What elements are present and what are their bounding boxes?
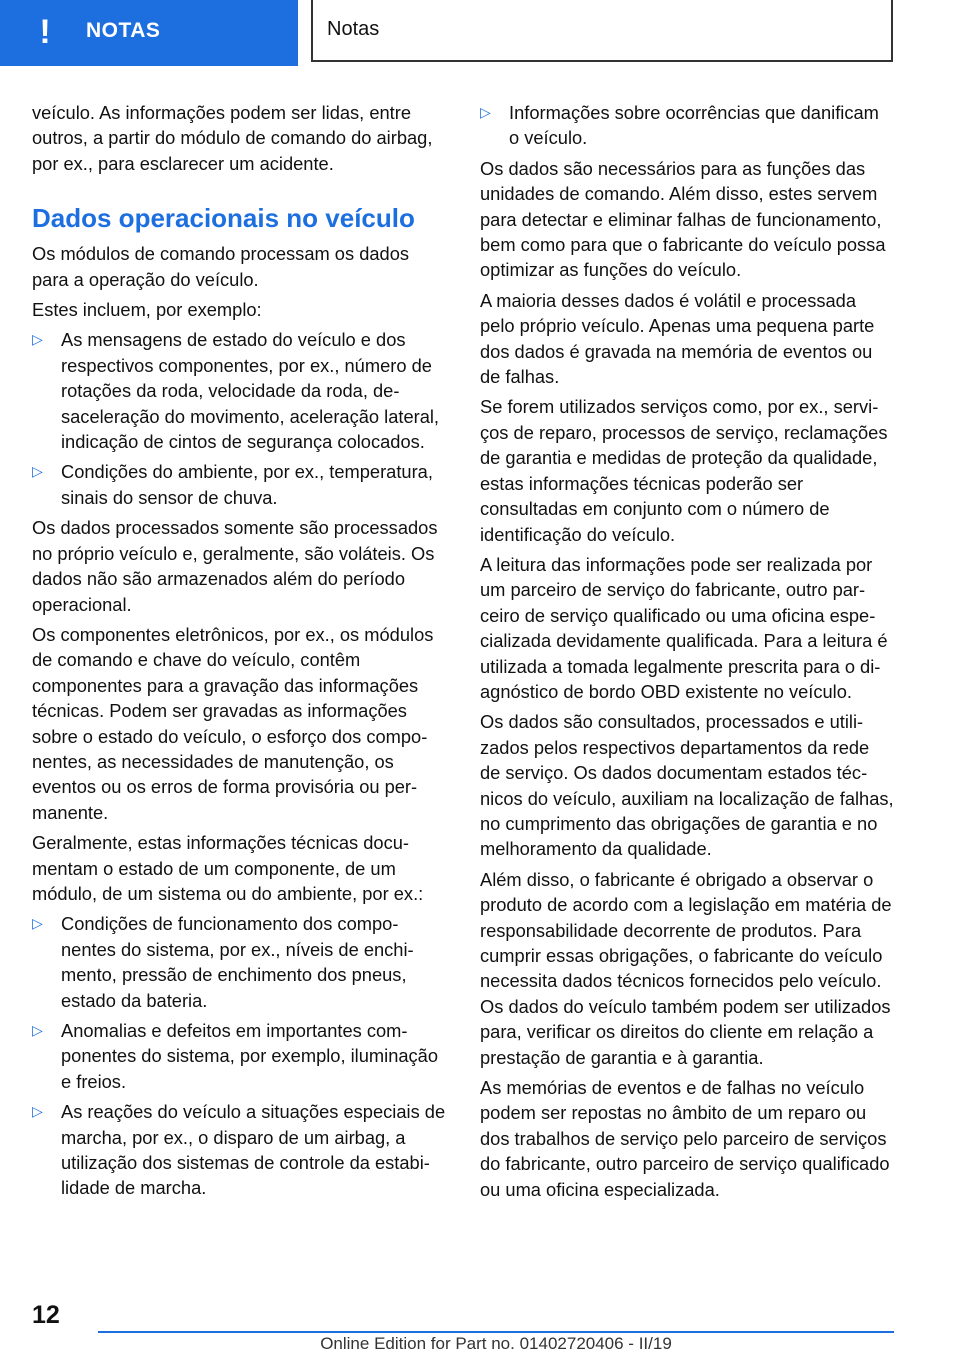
paragraph: Os componentes eletrônicos, por ex., os módulos de comando e chave do veículo, contêm componentes para a gravação das informações técnicas. Podem ser gravadas as informações sobre o estado do veículo, o esforço dos componentes, as necessidades de manutenção, os eventos ou os erros de forma provisória ou permanente. — [32, 623, 434, 823]
paragraph: Os dados processados somente são processados no próprio veículo e, geralmente, são voláteis. Os dados não são armazenados além do período operacional. — [32, 517, 438, 615]
page-header — [0, 0, 960, 66]
list-item — [480, 100, 894, 151]
left-column — [32, 100, 446, 1206]
triangle-bullet-icon: ▷ — [32, 463, 43, 480]
paragraph: Se forem utilizados serviços como, por ex., serviços de reparo, processos de serviço, reclamações de garantia e medidas de proteção da qualidade, estas informações técnicas poderão ser consultadas em conjunto com o número de identificação do veículo. — [480, 396, 888, 545]
bullet-list — [480, 100, 894, 151]
list-item-text: Condições de funcionamento dos componentes do sistema, por ex., níveis de enchimento, pressão de enchimento dos pneus, estado da bateria. — [61, 913, 414, 1011]
chapter-title: Notas — [327, 18, 380, 40]
list-item-text: Anomalias e defeitos em importantes componentes do sistema, por exemplo, iluminação e freios. — [61, 1020, 439, 1092]
list-item-text: Condições do ambiente, por ex., temperatura, sinais do sensor de chuva. — [61, 461, 433, 508]
footer-divider — [98, 1331, 894, 1333]
triangle-bullet-icon: ▷ — [32, 1103, 43, 1120]
page-number: 12 — [32, 1301, 60, 1329]
exclamation-icon: ! — [39, 13, 51, 51]
triangle-bullet-icon: ▷ — [480, 104, 491, 120]
paragraph: Os dados são necessários para as funções das unidades de comando. Além disso, estes servem para detectar e eliminar falhas de funcionamento, bem como para que o fabricante do veículo possa optimizar as funções do veículo. — [480, 157, 886, 281]
list-item-text: As reações do veículo a situações especiais de marcha, por ex., o disparo de um airbag, a utilização dos sistemas de controle da estabilidade de marcha. — [61, 1101, 446, 1199]
triangle-bullet-icon: ▷ — [32, 915, 43, 932]
bullet-list — [32, 327, 446, 510]
paragraph: Geralmente, estas informações técnicas documentam o estado de um componente, de um módulo, de um sistema ou do ambiente, por ex.: — [32, 832, 424, 904]
paragraph: Estes incluem, por exemplo: — [32, 299, 262, 321]
list-item — [32, 911, 446, 1013]
list-item-text: Informações sobre ocorrências que danificam o veículo. — [509, 102, 879, 149]
paragraph: Os módulos de comando processam os dados para a operação do veículo. — [32, 243, 409, 290]
section-tab — [0, 0, 298, 66]
list-item — [32, 1018, 446, 1094]
paragraph: Os dados são consultados, processados e utilizados pelos respectivos departamentos da rede de serviço. Os dados documentam estados técnicos do veículo, auxiliam na localização de falhas, no cumprimento das obrigações de garantia e no melhoramento da qualidade. — [480, 711, 894, 860]
list-item — [32, 327, 446, 454]
triangle-bullet-icon: ▷ — [32, 331, 43, 348]
paragraph: As memórias de eventos e de falhas no veículo podem ser repostas no âmbito de um reparo ou dos trabalhos de serviço pelo parceiro de serviços do fabricante, outro parceiro de serviço qualificado ou uma oficina especializada. — [480, 1077, 890, 1200]
section-title: NOTAS — [86, 19, 161, 42]
paragraph: A leitura das informações pode ser realizada por um parceiro de serviço do fabricante, outro parceiro de serviço qualificado ou uma oficina especializada devidamente qualificada. Para a leitura é utilizada a tomada legalmente prescrita para o diagnóstico de bordo OBD existente no veículo. — [480, 553, 888, 702]
triangle-bullet-icon: ▷ — [32, 1022, 43, 1038]
list-item — [32, 459, 446, 510]
list-item — [32, 1099, 446, 1201]
paragraph: veículo. As informações podem ser lidas, entre outros, a partir do módulo de comando do airbag, por ex., para esclarecer um acidente. — [32, 102, 433, 174]
bullet-list — [32, 911, 446, 1200]
section-heading: Dados operacionais no veículo — [32, 203, 415, 234]
right-column — [480, 100, 894, 1207]
chapter-box — [311, 0, 893, 62]
paragraph: A maioria desses dados é volátil e processada pelo próprio veículo. Apenas uma pequena parte dos dados é gravada na memória de eventos ou de falhas. — [480, 289, 875, 388]
footer-edition: Online Edition for Part no. 01402720406 - II/19 — [320, 1334, 672, 1353]
paragraph: Além disso, o fabricante é obrigado a observar o produto de acordo com a legislação em matéria de responsabilidade decorrente de produtos. Para cumprir essas obrigações, o fabricante do veículo necessita dados técnicos fornecidos pelo veículo. Os dados do veículo também podem ser utilizados para, verificar os direitos do cliente em relação a prestação de garantia e à garantia. — [480, 868, 892, 1068]
list-item-text: As mensagens de estado do veículo e dos respectivos componentes, por ex., número de rotações da roda, velocidade da roda, desaceleração do movimento, aceleração lateral, indicação de cintos de segurança colocados. — [61, 329, 440, 453]
